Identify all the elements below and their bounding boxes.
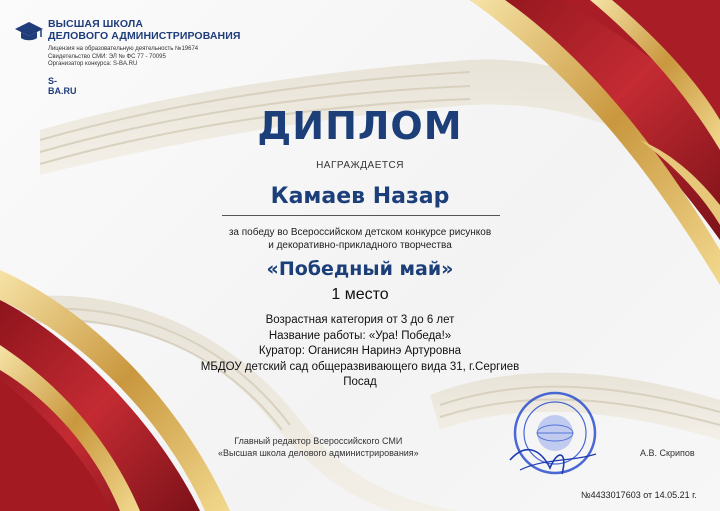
contest-name: «Победный май» (266, 258, 454, 280)
age-category: Возрастная категория от 3 до 6 лет (265, 314, 455, 326)
org-site: S-BA.RU (48, 76, 77, 96)
place-awarded: 1 место (331, 286, 389, 303)
org-legal-info (48, 46, 308, 69)
award-reason-line2: и декоративно-прикладного творчества (268, 239, 452, 251)
institution-line2: Посад (343, 376, 377, 388)
signer-name: А.В. Скрипов (640, 448, 695, 458)
certificate-number: №4433017603 от 14.05.21 г. (581, 490, 697, 500)
org-name (48, 18, 268, 42)
editor-credit (218, 436, 419, 459)
license-text: Лицензия на образовательную деятельность №19674 (48, 46, 199, 52)
entry-details (0, 313, 720, 391)
award-reason-line1: за победу во Всероссийском детском конкурсе рисунков (228, 227, 492, 238)
institution-line1: МБДОУ детский сад общеразвивающего вида 31, г.Сергиев (200, 360, 520, 373)
awarded-label: НАГРАЖДАЕТСЯ (316, 160, 404, 171)
org-name-line1: ВЫСШАЯ ШКОЛА (48, 18, 144, 30)
media-certificate-text: Свидетельство СМИ: ЭЛ № ФС 77 - 70095 (48, 53, 166, 60)
graduation-cap-icon (14, 20, 44, 42)
editor-line1: Главный редактор Всероссийского СМИ (234, 436, 403, 446)
editor-line2: «Высшая школа делового администрирования» (218, 447, 419, 458)
recipient-underline (222, 215, 500, 216)
official-stamp (500, 388, 610, 478)
award-reason (0, 227, 720, 252)
work-title: Название работы: «Ура! Победа!» (268, 329, 452, 342)
diploma-title: ДИПЛОМ (257, 104, 463, 148)
curator: Куратор: Оганисян Наринэ Артуровна (258, 345, 462, 357)
org-name-line2: ДЕЛОВОГО АДМИНИСТРИРОВАНИЯ (48, 30, 241, 42)
organizer-text: Организатор конкурса: S-BA.RU (48, 61, 138, 67)
recipient-name: Камаев Назар (270, 184, 450, 209)
